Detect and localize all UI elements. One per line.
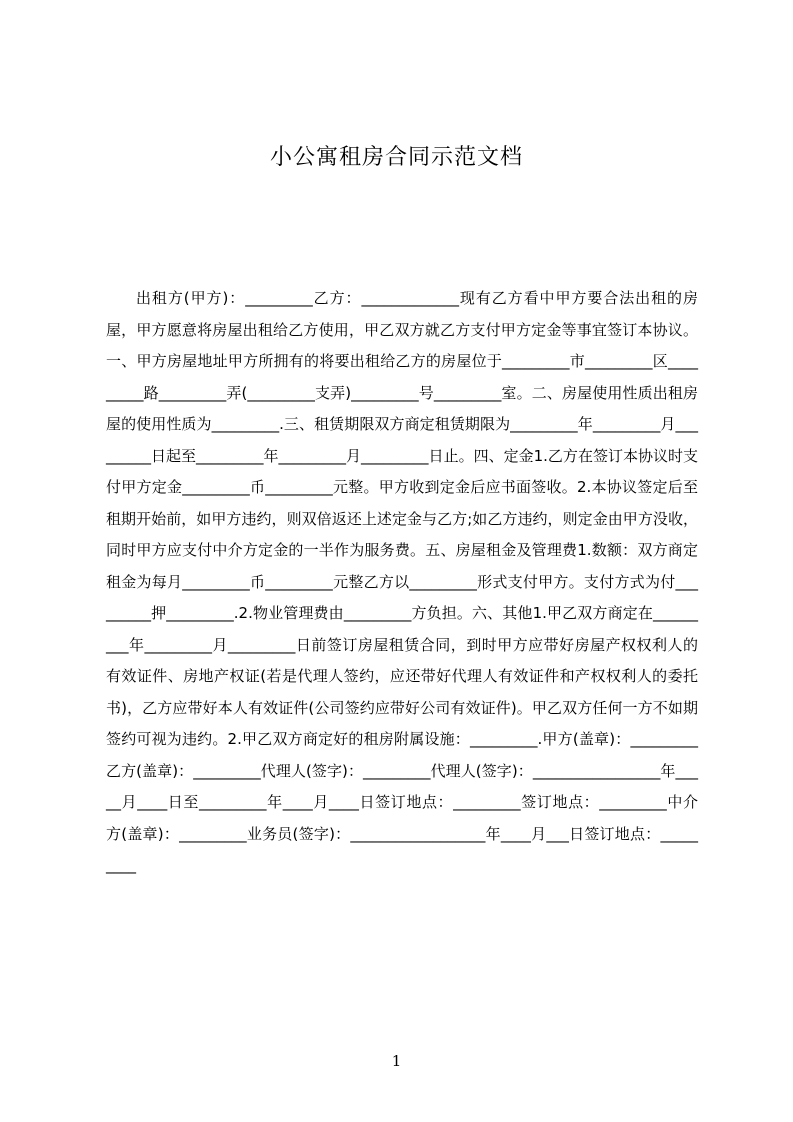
- contract-body-text: 出租方(甲方)：_________乙方：_____________现有乙方看中甲方要合法出租的房屋，甲方愿意将房屋出租给乙方使用，甲乙双方就乙方支付甲方定金等事宜签订本协议。一、甲方房屋地址甲方所拥有的将要出租给乙方的房屋位于_________市_________区_________路_________弄(_________支弄)_________号_________室。二、房屋使用性质出租房屋的使用性质为_________.三、租赁期限双方商定租赁期限为_________年_________月_________日起至_________年_________月_________日止。四、定金1.乙方在签订本协议时支付甲方定金_________币_________元整。甲方收到定金后应书面签收。2.本协议签定后至租期开始前，如甲方违约，则双倍返还上述定金与乙方;如乙方违约，则定金由甲方没收，同时甲方应支付中介方定金的一半作为服务费。五、房屋租金及管理费1.数额：双方商定租金为每月_________币_________元整乙方以_________形式支付甲方。支付方式为付_________押_________.2.物业管理费由_________方负担。六、其他1.甲乙双方商定在_________年_________月_________日前签订房屋租赁合同，到时甲方应带好房屋产权权利人的有效证件、房地产权证(若是代理人签约，应还带好代理人有效证件和产权权利人的委托书)，乙方应带好本人有效证件(公司签约应带好公司有效证件)。甲乙双方任何一方不如期签约可视为违约。2.甲乙双方商定好的租房附属设施：_________.甲方(盖章)：_________乙方(盖章)：_________代理人(签字)：_________代理人(签字)：_________________年_____月____日至_________年____月____日签订地点：_________签订地点：_________中介方(盖章)：_________业务员(签字)：__________________年____月___日签订地点：_________: [106, 289, 698, 874]
- document-title: 小公寓租房合同示范文档: [269, 145, 523, 170]
- page-number: 1: [391, 1052, 402, 1070]
